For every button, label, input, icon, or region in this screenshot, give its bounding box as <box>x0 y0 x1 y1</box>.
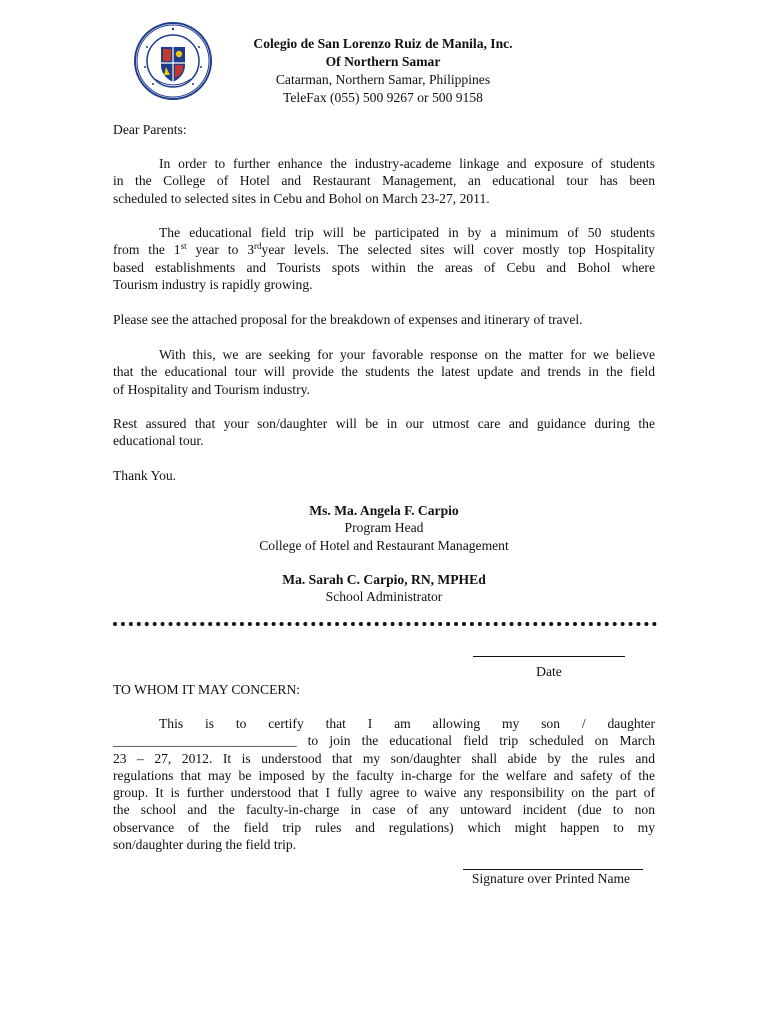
signature-label: Signature over Printed Name <box>471 871 631 886</box>
paragraph-assurance: Rest assured that your son/daughter will be in our utmost care and guidance during the educational tour. <box>113 416 655 449</box>
salutation: Dear Parents: <box>113 122 187 137</box>
date-blank-line <box>473 656 625 657</box>
signatory-title: Program Head <box>344 520 424 536</box>
paragraph-proposal: Please see the attached proposal for the breakdown of expenses and itinerary of travel. <box>113 312 583 327</box>
signatory-department: College of Hotel and Restaurant Management <box>259 537 509 553</box>
signatory-title: School Administrator <box>325 589 443 605</box>
date-label: Date <box>536 664 562 679</box>
signatory-name: Ma. Sarah C. Carpio, RN, MPHEd <box>282 572 486 587</box>
institution-telefax: TeleFax (055) 500 9267 or 500 9158 <box>283 90 483 105</box>
student-name-blank-line: ___________________________ to join the educational field trip scheduled on March <box>113 733 655 749</box>
year-levels-line: from the 1st year to 3rdyear levels. The selected sites will cover mostly top Hospitality <box>113 241 655 258</box>
signatory-name: Ms. Ma. Angela F. Carpio <box>309 503 459 518</box>
school-seal-icon <box>133 21 213 101</box>
paragraph-participants: The educational field trip will be participated in by a minimum of 50 students from the 1st year to 3rdyear levels. The selected sites will cover mostly top Hospitality based establishments and Tourists spots within the areas of Cebu and Bohol where Tourism industry is rapidly growing. <box>113 225 655 292</box>
consent-paragraph: This is to certify that I am allowing my son / daughter ___________________________ to join the educational field trip scheduled on March 23 – 27, 2012. It is understood that my son/daughter shall abide by the rules and regulations that may be imposed by the faculty in-charge for the welfare and safety of the group. It is further understood that I fully agree to waive any responsibility on the part of the school and the faculty-in-charge in case of any untoward incident (due to non observance of the field trip rules and regulations) which might happen to my son/daughter during the field trip. <box>113 716 655 853</box>
paragraph-purpose: In order to further enhance the industry-academe linkage and exposure of students in the College of Hotel and Restaurant Management, an educational tour has been scheduled to selected sites in Cebu and Bohol on March 23-27, 2011. <box>113 156 655 206</box>
tear-off-divider <box>113 622 657 626</box>
letterhead <box>210 35 556 107</box>
consent-addressee: TO WHOM IT MAY CONCERN: <box>113 682 301 697</box>
institution-name: Colegio de San Lorenzo Ruiz de Manila, Inc. <box>253 36 513 51</box>
signatory-program-head <box>180 502 588 554</box>
institution-address: Catarman, Northern Samar, Philippines <box>275 72 491 87</box>
institution-branch: Of Northern Samar <box>325 54 441 69</box>
closing: Thank You. <box>113 468 177 483</box>
signatory-administrator <box>180 571 588 606</box>
paragraph-request: With this, we are seeking for your favorable response on the matter for we believe that the educational tour will provide the students the latest update and trends in the field of Hospitality and Tourism industry. <box>113 347 655 397</box>
